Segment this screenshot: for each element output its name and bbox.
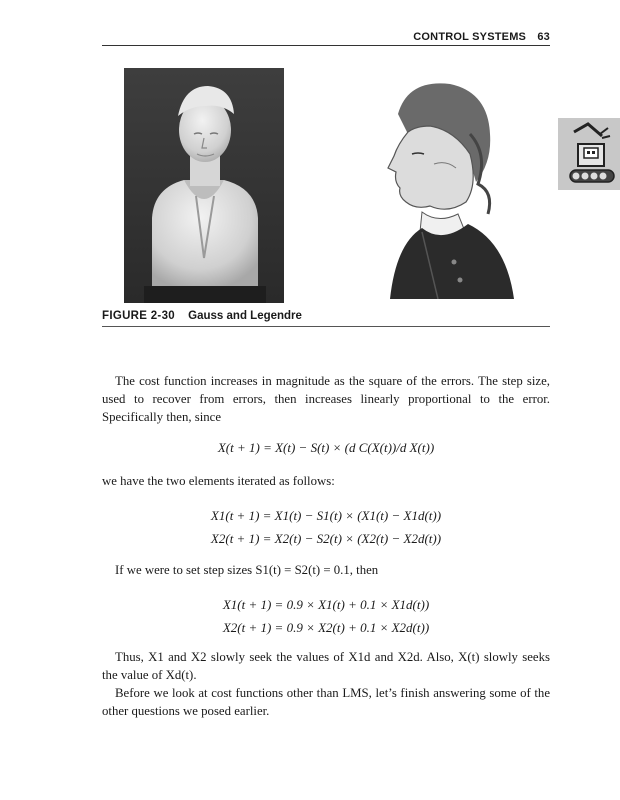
paragraph-5: Before we look at cost functions other than LMS, let’s finish answering some of the other questions we posed earlier. bbox=[102, 686, 550, 718]
equation-main: X(t + 1) = X(t) − S(t) × (d C(X(t))/d X(t)) bbox=[217, 440, 435, 455]
robot-icon bbox=[558, 118, 620, 190]
equation-x1-step: X1(t + 1) = 0.9 × X1(t) + 0.1 × X1d(t)) bbox=[222, 597, 430, 612]
running-head bbox=[102, 31, 550, 46]
figure-caption-text: Gauss and Legendre bbox=[188, 310, 302, 322]
paragraph-4: Thus, X1 and X2 slowly seek the values of X1d and X2d. Also, X(t) slowly seeks the value of Xd(t). bbox=[102, 650, 550, 682]
legendre-portrait-image bbox=[338, 74, 518, 299]
figure-caption bbox=[102, 310, 550, 327]
page-number: 63 bbox=[537, 31, 550, 43]
equation-x2: X2(t + 1) = X2(t) − S2(t) × (X2(t) − X2d(t)) bbox=[210, 531, 442, 546]
section-title: CONTROL SYSTEMS bbox=[413, 31, 527, 43]
figure-label: FIGURE 2-30 bbox=[102, 310, 175, 322]
equation-x2-step: X2(t + 1) = 0.9 × X2(t) + 0.1 × X2d(t)) bbox=[222, 620, 430, 635]
paragraph-1: The cost function increases in magnitude as the square of the errors. The step size, used to recover from errors, then increases linearly proportional to the error. Specifically then, since bbox=[102, 374, 550, 424]
paragraph-2: we have the two elements iterated as follows: bbox=[102, 474, 335, 488]
gauss-bust-image bbox=[124, 68, 284, 303]
paragraph-3: If we were to set step sizes S1(t) = S2(t) = 0.1, then bbox=[115, 563, 379, 577]
equation-x1: X1(t + 1) = X1(t) − S1(t) × (X1(t) − X1d(t)) bbox=[210, 508, 442, 523]
